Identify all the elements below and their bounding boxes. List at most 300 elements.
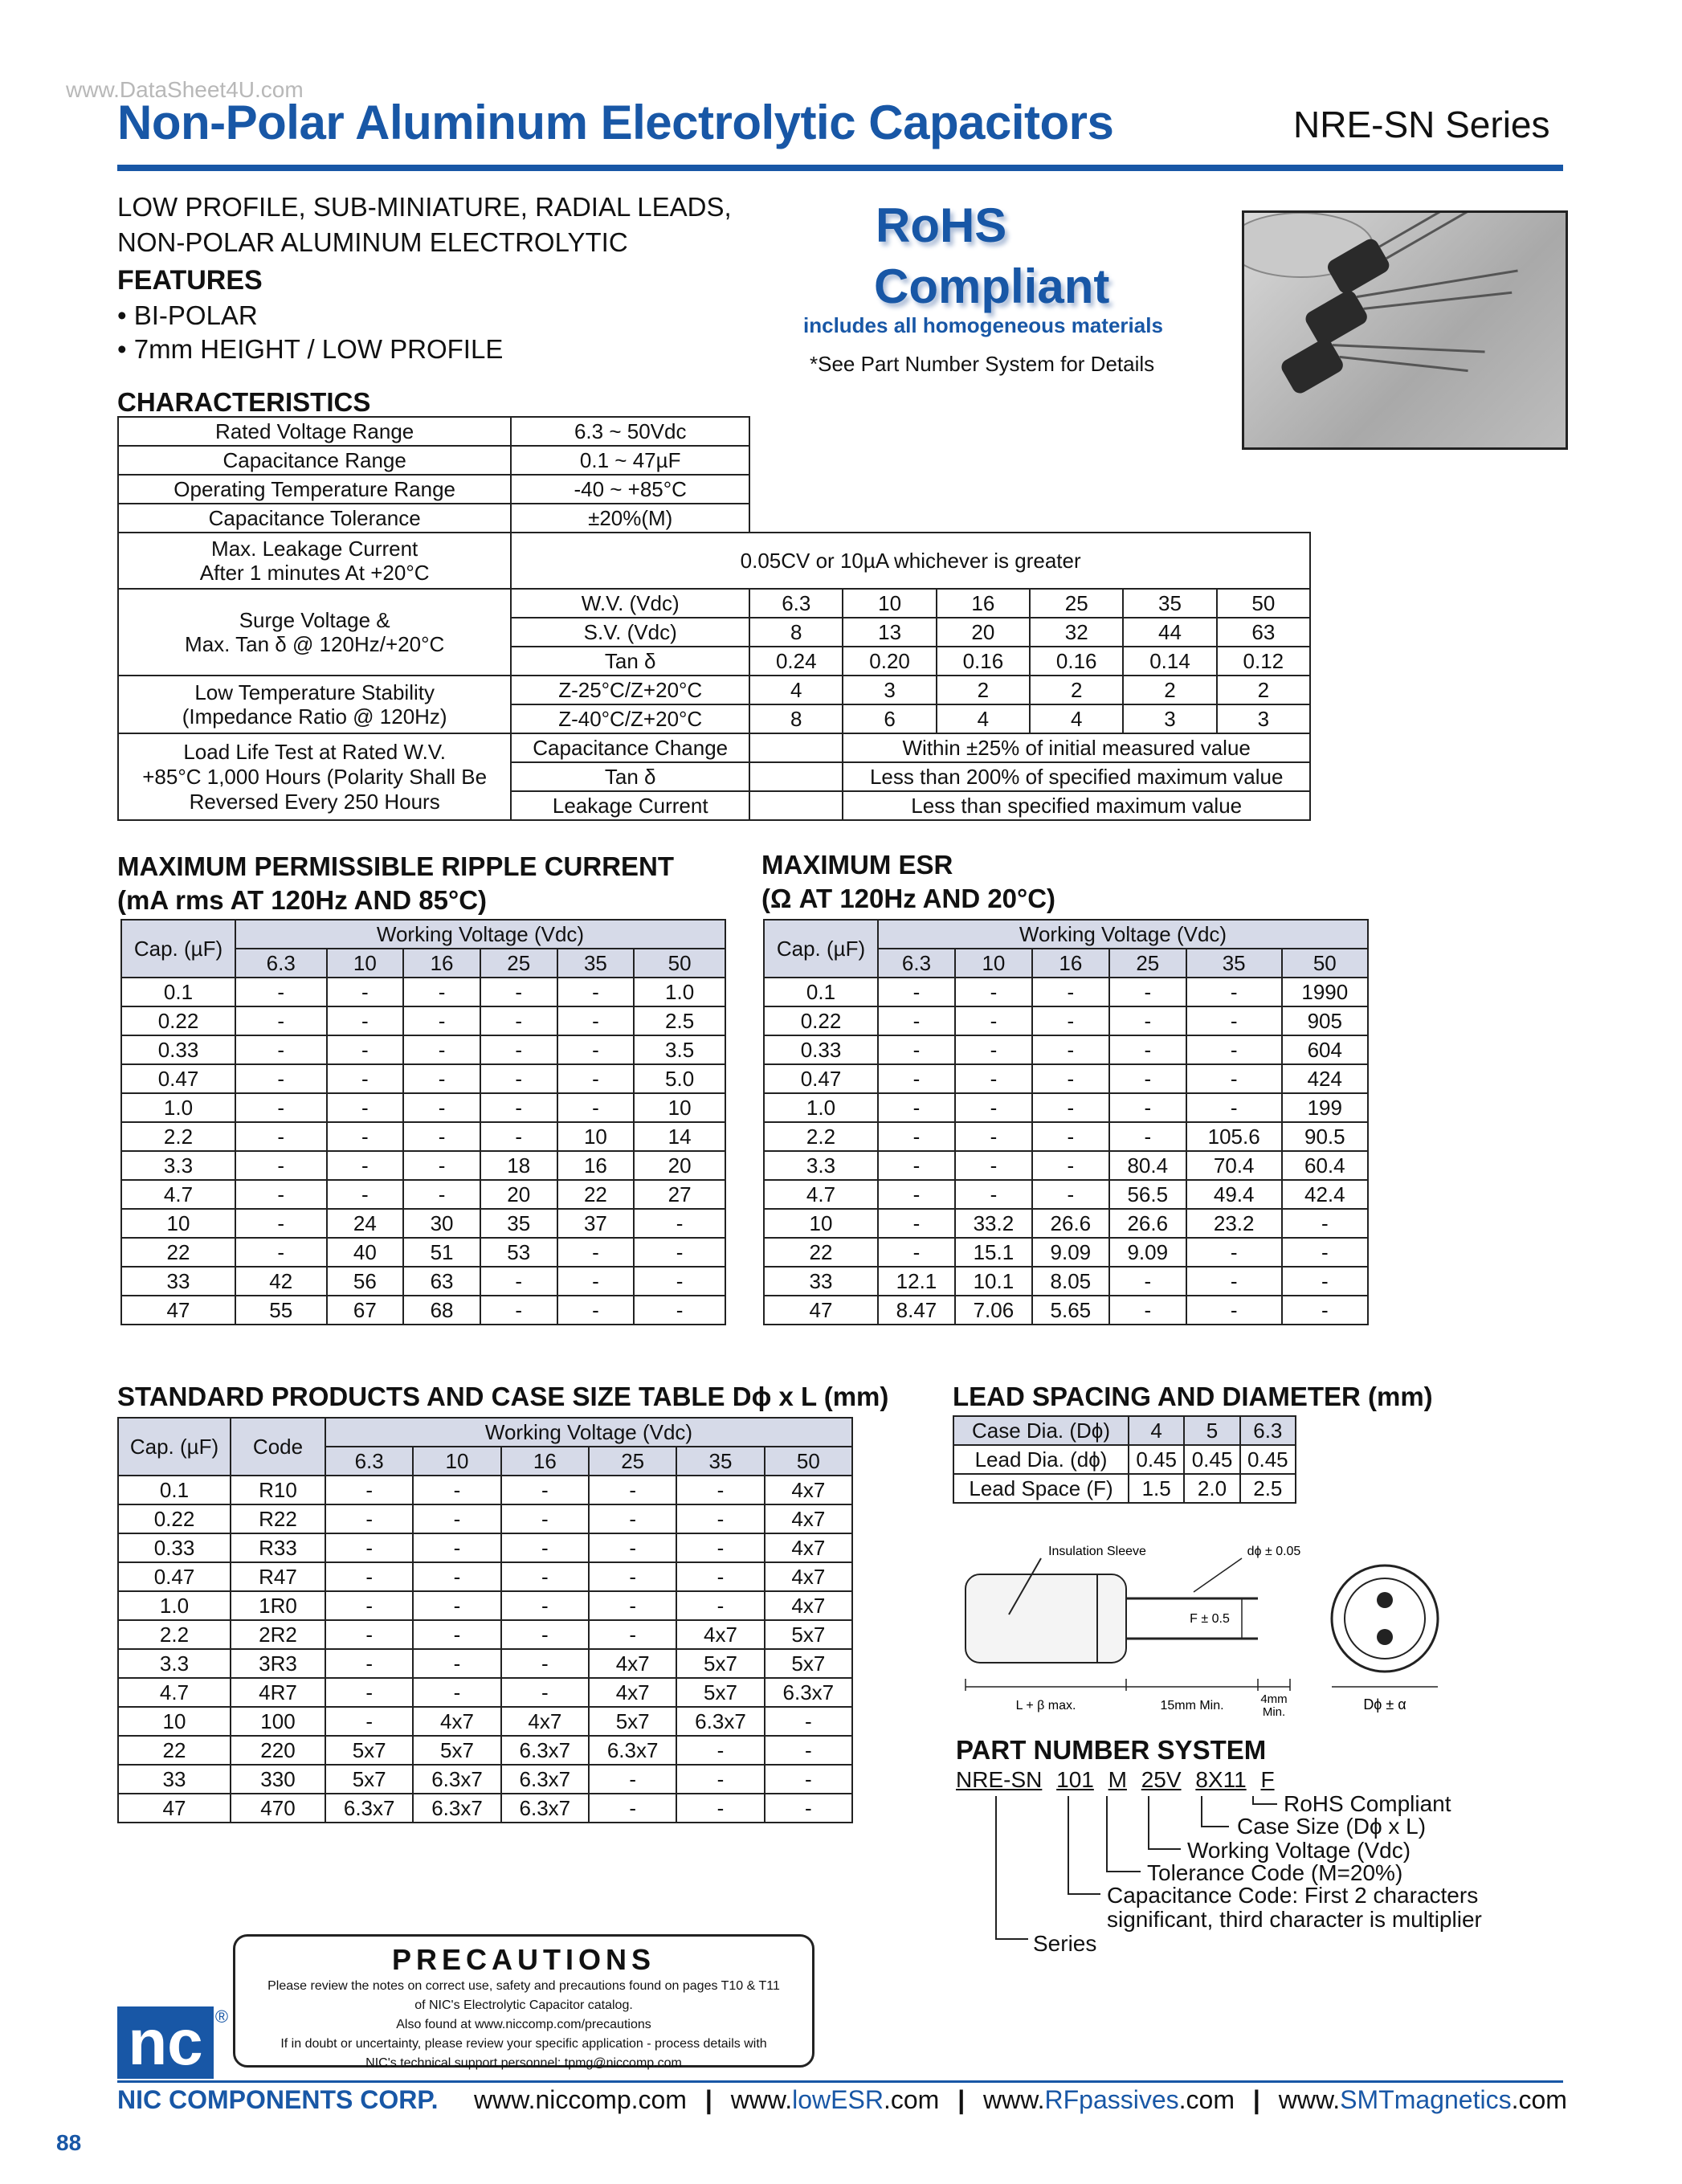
table-cell: 42.4 (1282, 1180, 1368, 1209)
characteristics-heading: CHARACTERISTICS (117, 387, 371, 417)
table-cell: - (589, 1794, 676, 1823)
table-cell: 10 (634, 1093, 725, 1122)
table-row (118, 1620, 852, 1649)
table-cell: - (634, 1267, 725, 1296)
table-cell: 0.14 (1123, 647, 1216, 676)
table-cell: - (235, 1180, 327, 1209)
table-cell: 33 (121, 1267, 235, 1296)
table-cell: - (1109, 1122, 1186, 1151)
column-header: 16 (1032, 949, 1109, 978)
table-cell: 2.0 (1184, 1474, 1239, 1503)
pn-segment: 8X11 (1195, 1767, 1247, 1792)
table-cell: - (1032, 1006, 1109, 1035)
table-cell: 4R7 (231, 1678, 325, 1707)
table-cell: 5x7 (676, 1649, 764, 1678)
table-row (118, 1533, 852, 1562)
link-part: lowESR (792, 2085, 884, 2114)
diagram-label: 4mm (1260, 1692, 1288, 1706)
table-cell: 40 (327, 1238, 404, 1267)
characteristics-table (117, 416, 1311, 821)
pn-label: Series (1033, 1931, 1097, 1956)
link-rfpassives[interactable] (983, 2085, 1235, 2114)
table-header-row (764, 920, 1368, 949)
table-cell: 0.33 (121, 1035, 235, 1064)
table-cell: - (403, 1093, 480, 1122)
table-cell: 32 (1030, 618, 1123, 647)
link-lowesr[interactable] (731, 2085, 940, 2114)
link-part: SMTmagnetics (1340, 2085, 1512, 2114)
table-cell: 35 (1123, 589, 1216, 618)
table-cell: - (1282, 1238, 1368, 1267)
precautions-line: Please review the notes on correct use, safety and precautions found on pages T10 & T11 (267, 1979, 780, 1993)
table-cell: 4x7 (589, 1678, 676, 1707)
table-cell: - (327, 1093, 404, 1122)
table-cell: 53 (480, 1238, 557, 1267)
table-cell: 2 (1030, 676, 1123, 704)
table-cell: 47 (764, 1296, 878, 1325)
table-cell: 22 (121, 1238, 235, 1267)
table-cell: 20 (937, 618, 1030, 647)
table-cell: Z-40°C/Z+20°C (511, 704, 749, 733)
table-cell: - (1282, 1267, 1368, 1296)
features-heading: FEATURES (117, 265, 263, 296)
char-label (118, 533, 511, 589)
column-header: Working Voltage (Vdc) (235, 920, 725, 949)
table-cell: 35 (480, 1209, 557, 1238)
table-cell: - (878, 1180, 955, 1209)
table-cell: - (676, 1765, 764, 1794)
table-cell: - (878, 1006, 955, 1035)
ripple-subheading: (mA rms AT 120Hz AND 85°C) (117, 885, 488, 915)
table-cell: - (1032, 1151, 1109, 1180)
column-header: 6.3 (325, 1447, 413, 1476)
lead-table (953, 1415, 1296, 1504)
table-cell: - (1186, 1296, 1282, 1325)
column-header: 6.3 (235, 949, 327, 978)
link-part: www. (983, 2085, 1045, 2114)
table-cell: Capacitance Change (511, 733, 749, 762)
table-row (764, 1122, 1368, 1151)
table-cell: - (413, 1591, 500, 1620)
table-cell: 2.2 (118, 1620, 231, 1649)
table-cell: 2.2 (764, 1122, 878, 1151)
table-cell: 0.47 (121, 1064, 235, 1093)
table-cell: - (235, 1006, 327, 1035)
column-header: Cap. (µF) (764, 920, 878, 978)
table-cell: - (327, 1122, 404, 1151)
table-cell: 0.1 (764, 978, 878, 1006)
table-cell: 44 (1123, 618, 1216, 647)
table-cell: - (1186, 1267, 1282, 1296)
table-cell: - (557, 1296, 635, 1325)
table-cell: - (325, 1533, 413, 1562)
table-cell: - (480, 1122, 557, 1151)
table-cell: - (403, 1122, 480, 1151)
table-row (121, 1006, 725, 1035)
table-cell: 5x7 (325, 1736, 413, 1765)
column-header: Code (231, 1418, 325, 1476)
table-cell: - (325, 1476, 413, 1504)
table-header-row (118, 1418, 852, 1447)
table-cell: 1990 (1282, 978, 1368, 1006)
table-cell: - (480, 1064, 557, 1093)
table-row (121, 1035, 725, 1064)
table-cell: 0.16 (1030, 647, 1123, 676)
table-cell: - (413, 1649, 500, 1678)
char-value: ±20%(M) (511, 504, 749, 533)
link-niccomp[interactable]: www.niccomp.com (474, 2085, 687, 2114)
table-cell: 6.3x7 (501, 1794, 589, 1823)
table-cell: 4 (1129, 1416, 1184, 1445)
table-cell: 0.45 (1184, 1445, 1239, 1474)
table-cell: 33 (118, 1765, 231, 1794)
column-header: 50 (1282, 949, 1368, 978)
table-cell: 0.16 (937, 647, 1030, 676)
table-cell: - (1186, 978, 1282, 1006)
table-cell: - (1282, 1296, 1368, 1325)
table-cell: 80.4 (1109, 1151, 1186, 1180)
standard-table-body (118, 1476, 852, 1823)
table-cell: - (501, 1620, 589, 1649)
table-row (764, 1238, 1368, 1267)
table-cell: - (1032, 1093, 1109, 1122)
table-cell: - (955, 1035, 1032, 1064)
rohs-compliant: Compliant (874, 259, 1110, 313)
table-cell: 7.06 (955, 1296, 1032, 1325)
esr-subheading: (Ω AT 120Hz AND 20°C) (761, 884, 1056, 913)
table-cell: 10 (121, 1209, 235, 1238)
table-cell: 27 (634, 1180, 725, 1209)
table-cell: 20 (634, 1151, 725, 1180)
table-cell: 90.5 (1282, 1122, 1368, 1151)
table-cell: 22 (118, 1736, 231, 1765)
features-list (117, 299, 503, 366)
column-header: Working Voltage (Vdc) (325, 1418, 852, 1447)
char-value: 6.3 ~ 50Vdc (511, 417, 749, 446)
table-cell: 3 (1217, 704, 1310, 733)
table-cell: 15.1 (955, 1238, 1032, 1267)
table-cell: 4x7 (413, 1707, 500, 1736)
table-cell: - (480, 1093, 557, 1122)
logo-text: nc (128, 2006, 203, 2078)
table-cell: - (1186, 1006, 1282, 1035)
table-cell: 0.1 (121, 978, 235, 1006)
table-cell: 4.7 (118, 1678, 231, 1707)
table-row (764, 1296, 1368, 1325)
table-row (118, 1476, 852, 1504)
table-cell: - (634, 1209, 725, 1238)
table-cell: - (480, 978, 557, 1006)
table-cell: Less than specified maximum value (843, 791, 1310, 820)
table-cell: 4 (749, 676, 843, 704)
table-cell: - (235, 1064, 327, 1093)
table-cell: - (878, 1122, 955, 1151)
table-cell: Leakage Current (511, 791, 749, 820)
table-cell: 4x7 (765, 1533, 852, 1562)
table-cell: 424 (1282, 1064, 1368, 1093)
table-row (121, 1122, 725, 1151)
table-cell: 5x7 (589, 1707, 676, 1736)
table-cell: 5x7 (676, 1678, 764, 1707)
table-cell: - (878, 1151, 955, 1180)
char-label: Operating Temperature Range (118, 475, 511, 504)
table-cell: - (413, 1562, 500, 1591)
table-cell: 6 (843, 704, 936, 733)
table-cell: - (878, 1238, 955, 1267)
table-cell: 63 (1217, 618, 1310, 647)
table-cell: - (1186, 1093, 1282, 1122)
table-cell: - (676, 1476, 764, 1504)
column-header: Working Voltage (Vdc) (878, 920, 1368, 949)
table-cell: - (325, 1504, 413, 1533)
table-cell: 1.5 (1129, 1474, 1184, 1503)
table-cell: R33 (231, 1533, 325, 1562)
table-cell: - (325, 1707, 413, 1736)
table-cell: - (1282, 1209, 1368, 1238)
title-rule (117, 165, 1563, 171)
table-cell: 6.3x7 (413, 1794, 500, 1823)
table-cell: - (765, 1736, 852, 1765)
link-smtmagnetics[interactable] (1279, 2085, 1567, 2114)
table-cell: 8 (749, 618, 843, 647)
table-cell: 51 (403, 1238, 480, 1267)
table-cell: - (765, 1794, 852, 1823)
pn-segment: F (1260, 1767, 1275, 1792)
table-cell: - (501, 1591, 589, 1620)
table-cell: 12.1 (878, 1267, 955, 1296)
table-cell: 0.22 (118, 1504, 231, 1533)
diagram-label: L + β max. (1015, 1699, 1076, 1713)
table-cell: 0.45 (1129, 1445, 1184, 1474)
char-label: Capacitance Range (118, 446, 511, 475)
table-cell: 6.3x7 (589, 1736, 676, 1765)
link-separator: | (704, 2085, 712, 2114)
precautions-line: of NIC's Electrolytic Capacitor catalog. (414, 1998, 633, 2012)
table-cell: - (325, 1620, 413, 1649)
table-cell: 23.2 (1186, 1209, 1282, 1238)
table-cell: 1.0 (118, 1591, 231, 1620)
page-title: Non-Polar Aluminum Electrolytic Capacitors (117, 96, 1114, 149)
table-cell: 3.3 (764, 1151, 878, 1180)
table-cell: - (1109, 1093, 1186, 1122)
watermark: www.DataSheet4U.com (66, 77, 304, 102)
column-header: Cap. (µF) (118, 1418, 231, 1476)
table-row (121, 978, 725, 1006)
table-row (764, 1064, 1368, 1093)
char-label-line: Max. Tan δ @ 120Hz/+20°C (185, 632, 445, 656)
table-cell: 5x7 (413, 1736, 500, 1765)
table-cell: 4x7 (765, 1504, 852, 1533)
table-cell: - (676, 1504, 764, 1533)
pn-label: Tolerance Code (M=20%) (1147, 1860, 1403, 1885)
column-header: 25 (1109, 949, 1186, 978)
table-cell: 47 (118, 1794, 231, 1823)
pn-label: RoHS Compliant (1284, 1791, 1451, 1816)
table-cell: 30 (403, 1209, 480, 1238)
table-cell: - (325, 1678, 413, 1707)
table-cell: 4.7 (764, 1180, 878, 1209)
rohs-note: *See Part Number System for Details (810, 352, 1155, 376)
column-header: 6.3 (878, 949, 955, 978)
char-label-line: Max. Leakage Current (211, 537, 418, 561)
table-cell: 105.6 (1186, 1122, 1282, 1151)
table-cell: - (878, 978, 955, 1006)
partnumber-heading: PART NUMBER SYSTEM (956, 1735, 1267, 1765)
table-cell: 5.0 (634, 1064, 725, 1093)
table-cell: Lead Space (F) (953, 1474, 1129, 1503)
char-value: 0.1 ~ 47µF (511, 446, 749, 475)
table-row (764, 1209, 1368, 1238)
table-cell: 37 (557, 1209, 635, 1238)
pn-segment: 25V (1141, 1767, 1182, 1792)
table-cell: - (1032, 978, 1109, 1006)
table-cell: 14 (634, 1122, 725, 1151)
table-row (764, 1180, 1368, 1209)
table-cell: 5x7 (765, 1620, 852, 1649)
char-label (118, 733, 511, 820)
table-cell: - (1032, 1180, 1109, 1209)
table-cell: 4 (937, 704, 1030, 733)
table-cell: - (403, 1180, 480, 1209)
table-cell: - (955, 1006, 1032, 1035)
table-cell: 0.45 (1240, 1445, 1296, 1474)
column-header: 10 (955, 949, 1032, 978)
table-cell: - (1186, 1238, 1282, 1267)
pn-segment: 101 (1056, 1767, 1094, 1792)
table-row (118, 1649, 852, 1678)
table-cell: 4x7 (676, 1620, 764, 1649)
table-cell: - (501, 1649, 589, 1678)
column-header: 10 (413, 1447, 500, 1476)
table-cell: 5.65 (1032, 1296, 1109, 1325)
table-cell: - (235, 1151, 327, 1180)
table-cell: - (327, 1006, 404, 1035)
table-cell: - (634, 1238, 725, 1267)
table-cell: - (501, 1562, 589, 1591)
table-cell: - (1032, 1122, 1109, 1151)
table-cell: 55 (235, 1296, 327, 1325)
table-row (118, 676, 1310, 704)
subtitle-line: NON-POLAR ALUMINUM ELECTROLYTIC (117, 227, 628, 257)
table-cell: 10.1 (955, 1267, 1032, 1296)
feature-item: • 7mm HEIGHT / LOW PROFILE (117, 334, 504, 364)
table-cell: - (325, 1591, 413, 1620)
table-row (118, 446, 1310, 475)
table-cell: - (589, 1476, 676, 1504)
table-cell: 0.24 (749, 647, 843, 676)
table-cell: 2.5 (1240, 1474, 1296, 1503)
column-header: 25 (589, 1447, 676, 1476)
diagram-label: F ± 0.5 (1190, 1612, 1230, 1626)
pn-segment: M (1108, 1767, 1127, 1792)
table-cell: 6.3x7 (501, 1765, 589, 1794)
table-row (764, 1151, 1368, 1180)
link-part: www. (1278, 2085, 1341, 2114)
table-cell: - (413, 1678, 500, 1707)
table-cell: 9.09 (1032, 1238, 1109, 1267)
ripple-heading: MAXIMUM PERMISSIBLE RIPPLE CURRENT (117, 851, 675, 881)
table-cell: 0.22 (121, 1006, 235, 1035)
table-cell: 13 (843, 618, 936, 647)
table-cell: 9.09 (1109, 1238, 1186, 1267)
table-cell: 67 (327, 1296, 404, 1325)
table-row (118, 1591, 852, 1620)
table-cell: - (480, 1035, 557, 1064)
table-cell: - (878, 1093, 955, 1122)
table-cell: Less than 200% of specified maximum value (843, 762, 1310, 791)
table-cell: 3.3 (118, 1649, 231, 1678)
table-cell: 60.4 (1282, 1151, 1368, 1180)
table-cell: - (557, 1267, 635, 1296)
table-cell: 22 (764, 1238, 878, 1267)
standard-heading: STANDARD PRODUCTS AND CASE SIZE TABLE Dϕ x L (mm) (117, 1382, 889, 1411)
table-cell: 2R2 (231, 1620, 325, 1649)
table-cell: 6.3 (1240, 1416, 1296, 1445)
table-cell: 5x7 (765, 1649, 852, 1678)
table-cell: - (235, 1238, 327, 1267)
table-cell: - (589, 1562, 676, 1591)
table-cell: - (501, 1476, 589, 1504)
char-label: Rated Voltage Range (118, 417, 511, 446)
table-cell: 0.12 (1217, 647, 1310, 676)
table-cell: 2.2 (121, 1122, 235, 1151)
pn-label: Working Voltage (Vdc) (1187, 1838, 1411, 1863)
table-cell: - (235, 1122, 327, 1151)
table-cell: 6.3x7 (676, 1707, 764, 1736)
char-label-line: Load Life Test at Rated W.V. (183, 739, 446, 764)
table-cell: 6.3x7 (765, 1678, 852, 1707)
pn-segment: NRE-SN (956, 1767, 1043, 1792)
link-separator: | (1252, 2085, 1260, 2114)
table-cell: 5 (1184, 1416, 1239, 1445)
table-cell: - (589, 1533, 676, 1562)
table-cell: - (1186, 1064, 1282, 1093)
table-cell: 3.3 (121, 1151, 235, 1180)
table-row (953, 1416, 1296, 1445)
table-cell: - (413, 1476, 500, 1504)
table-cell: - (955, 1151, 1032, 1180)
char-label-line: (Impedance Ratio @ 120Hz) (182, 704, 447, 729)
table-row (118, 1794, 852, 1823)
table-cell: - (557, 978, 635, 1006)
table-cell: - (634, 1296, 725, 1325)
table-cell: - (1032, 1035, 1109, 1064)
table-cell: 4x7 (765, 1591, 852, 1620)
table-cell: - (955, 1093, 1032, 1122)
table-cell: 26.6 (1032, 1209, 1109, 1238)
column-header: 50 (765, 1447, 852, 1476)
table-cell: 4x7 (765, 1476, 852, 1504)
table-cell: 1R0 (231, 1591, 325, 1620)
table-cell: 56 (327, 1267, 404, 1296)
table-cell: Tan δ (511, 762, 749, 791)
table-cell: 56.5 (1109, 1180, 1186, 1209)
table-cell: - (557, 1064, 635, 1093)
table-cell: - (325, 1649, 413, 1678)
table-cell: - (327, 1035, 404, 1064)
table-cell: 2.5 (634, 1006, 725, 1035)
table-cell: R10 (231, 1476, 325, 1504)
table-cell: 8.47 (878, 1296, 955, 1325)
table-row (764, 1035, 1368, 1064)
table-cell: 0.33 (118, 1533, 231, 1562)
pn-label: significant, third character is multiplier (1107, 1907, 1482, 1932)
link-part: .com (883, 2085, 940, 2114)
table-cell: - (557, 1238, 635, 1267)
table-cell: 6.3 (749, 589, 843, 618)
table-cell: 2 (1217, 676, 1310, 704)
table-cell: 8.05 (1032, 1267, 1109, 1296)
